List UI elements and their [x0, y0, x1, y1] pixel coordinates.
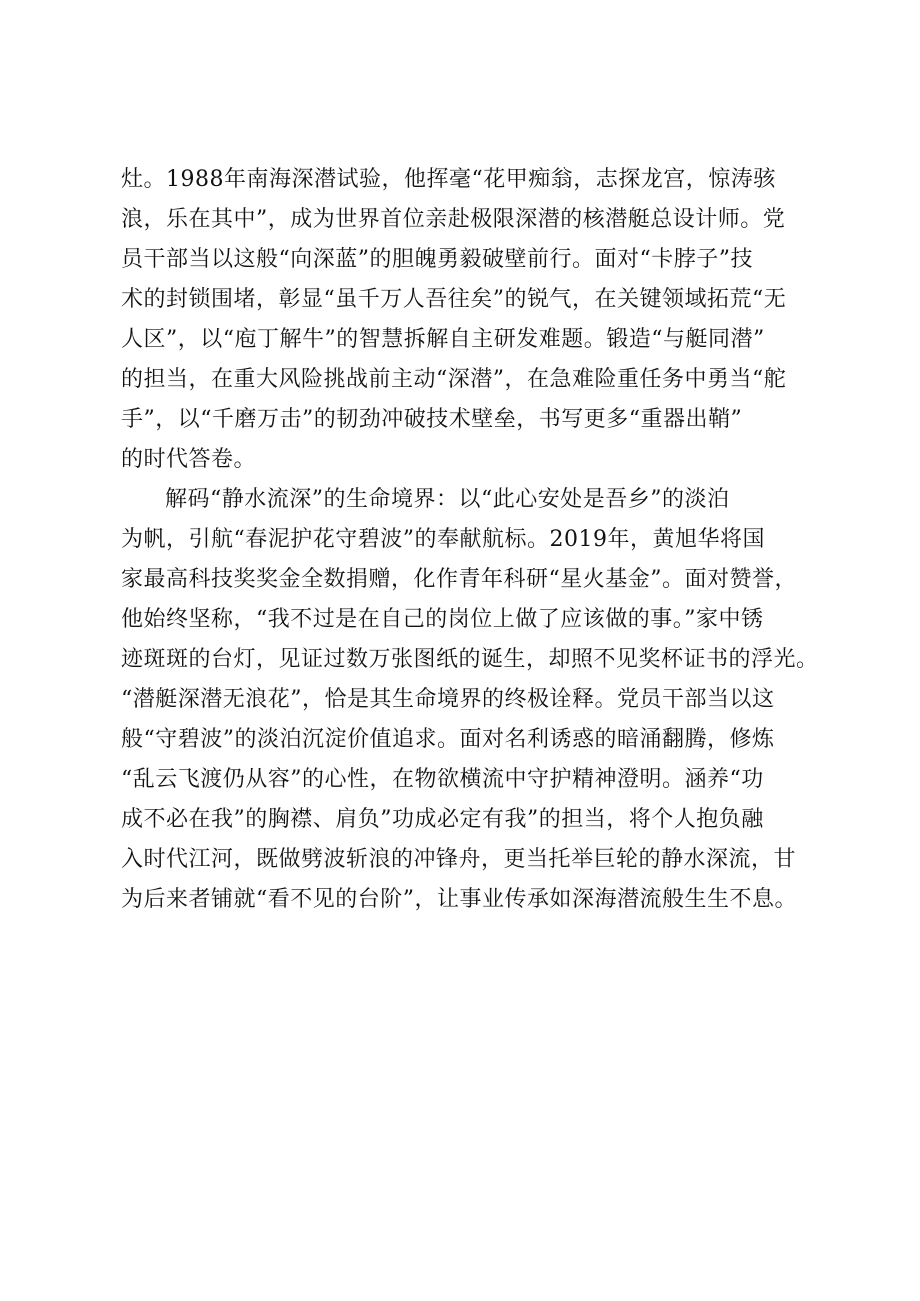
paragraph-line: 手”，以“千磨万击”的韧劲冲破技术壁垒，书写更多“重器出鞘”	[121, 407, 743, 432]
paragraph-line: 他始终坚称，“我不过是在自己的岗位上做了应该做的事。”家中锈	[121, 607, 764, 632]
paragraph-line: 灶。1988年南海深潜试验，他挥毫“花甲痴翁，志探龙宫，惊涛骇	[121, 167, 776, 192]
paragraph-line: 成不必在我”的胸襟、肩负”功成必定有我”的担当，将个人抱负融	[121, 807, 764, 832]
document-body	[121, 160, 819, 920]
paragraph-line: 迹斑斑的台灯，见证过数万张图纸的诞生，却照不见奖杯证书的浮光。	[121, 647, 819, 672]
paragraph-line: 为帆，引航“春泥护花守碧波”的奉献航标。2019年，黄旭华将国	[121, 527, 765, 552]
paragraph-line: “乱云飞渡仍从容”的心性，在物欲横流中守护精神澄明。涵养“功	[121, 767, 764, 792]
paragraph-line: “潜艇深潜无浪花”，恰是其生命境界的终极诠释。党员干部当以这	[121, 687, 775, 712]
paragraph-2	[121, 480, 819, 920]
paragraph-line: 般“守碧波”的淡泊沉淀价值追求。面对名利诱惑的暗涌翻腾，修炼	[121, 727, 775, 752]
paragraph-line: 家最高科技奖奖金全数捐赠，化作青年科研“星火基金”。面对赞誉，	[121, 567, 797, 592]
paragraph-1	[121, 160, 809, 480]
paragraph-line: 术的封锁围堵，彰显“虽千万人吾往矣”的锐气，在关键领域拓荒“无	[121, 287, 787, 312]
paragraph-line: 浪，乐在其中”，成为世界首位亲赴极限深潜的核潜艇总设计师。党	[121, 207, 786, 232]
paragraph-line: 解码“静水流深”的生命境界：以“此心安处是吾乡”的淡泊	[165, 487, 730, 512]
paragraph-line: 人区”，以“庖丁解牛”的智慧拆解自主研发难题。锻造“与艇同潜”	[121, 327, 765, 352]
paragraph-line: 为后来者铺就“看不见的台阶”，让事业传承如深海潜流般生生不息。	[121, 887, 797, 912]
paragraph-line: 员干部当以这般“向深蓝”的胆魄勇毅破壁前行。面对“卡脖子”技	[121, 247, 753, 272]
paragraph-line: 入时代江河，既做劈波斩浪的冲锋舟，更当托举巨轮的静水深流，甘	[121, 847, 797, 872]
paragraph-line: 的时代答卷。	[121, 447, 257, 472]
paragraph-line: 的担当，在重大风险挑战前主动“深潜”，在急难险重任务中勇当“舵	[121, 367, 787, 392]
